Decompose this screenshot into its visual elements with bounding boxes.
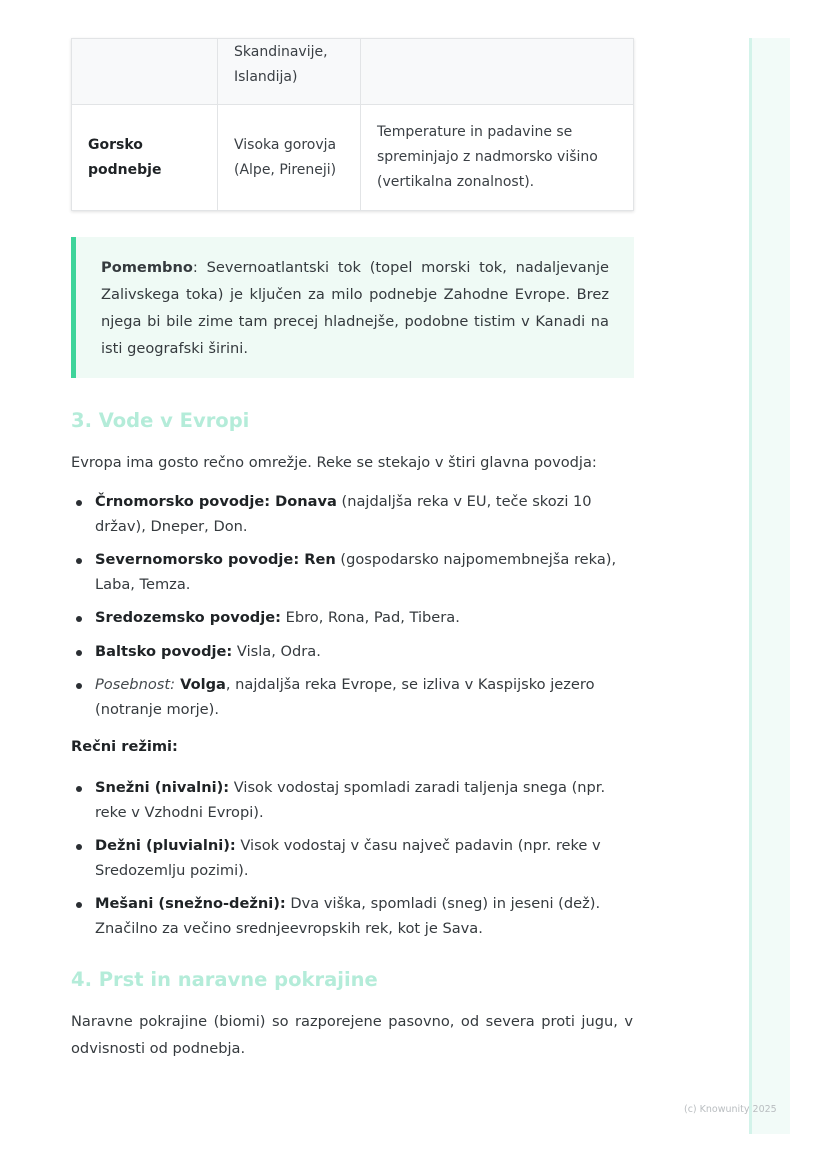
cell-text: Islandija)	[234, 69, 298, 85]
table-row	[72, 105, 634, 211]
side-margin-band	[749, 38, 790, 1134]
item-label: Sredozemsko povodje:	[95, 609, 281, 626]
cell-text: Visoka gorovja	[234, 136, 337, 153]
item-label-italic: Posebnost:	[95, 676, 175, 693]
table-row	[72, 39, 634, 105]
list-item	[95, 490, 633, 539]
river-regimes-heading: Rečni režimi:	[71, 738, 178, 755]
item-label: Baltsko povodje:	[95, 642, 233, 660]
table-cell	[218, 39, 361, 105]
river-basins-list	[71, 490, 633, 722]
cell-text: Gorsko	[88, 136, 143, 153]
callout-text: : Severnoatlantski tok (topel morski tok, nadaljevanje Zalivskega toka) je ključen za milo podnebje Zahodne Evrope. Brez njega bi bile zime tam precej hladnejše, podobne tistim v Kanadi na isti geografski širini.	[101, 259, 609, 357]
list-item	[95, 640, 633, 665]
table-cell	[361, 39, 634, 105]
section-paragraph: Naravne pokrajine (biomi) so razporejene pasovno, od severa proti jugu, v odvisnosti od podnebja.	[71, 1013, 633, 1057]
cell-text: podnebje	[88, 161, 162, 178]
cell-text: (vertikalna zonalnost).	[377, 174, 535, 190]
item-river: Donava	[270, 493, 337, 510]
table-cell-area	[218, 105, 361, 211]
item-label: Črnomorsko povodje:	[95, 493, 271, 510]
item-text: Visok vodostaj v času največ padavin (npr. reke v Sredozemlju pozimi).	[95, 837, 601, 879]
item-label: Dežni (pluvialni):	[95, 837, 236, 854]
section-heading-soils: 4. Prst in naravne pokrajine	[71, 968, 378, 991]
copyright-footer: (c) Knowunity 2025	[684, 1104, 777, 1115]
item-text: Visla, Odra.	[232, 642, 321, 660]
item-text: (najdaljša reka v EU, teče skozi 10 držav), Dneper, Don.	[95, 493, 592, 535]
climate-table	[71, 38, 634, 211]
section-intro: Evropa ima gosto rečno omrežje. Reke se stekajo v štiri glavna povodja:	[71, 454, 597, 471]
list-item	[95, 548, 633, 597]
river-regimes-list	[71, 776, 633, 941]
list-item	[95, 892, 633, 941]
item-river: Volga	[175, 676, 226, 693]
item-river: Ren	[299, 551, 336, 568]
item-label: Severnomorsko povodje:	[95, 551, 300, 568]
cell-text: spreminjajo z nadmorsko višino	[377, 149, 598, 165]
item-label: Mešani (snežno-dežni):	[95, 895, 286, 912]
item-text: (gospodarsko najpomembnejša reka), Laba, Temza.	[95, 551, 617, 593]
section-heading-waters: 3. Vode v Evropi	[71, 409, 250, 432]
list-item	[95, 776, 633, 825]
list-item	[95, 673, 633, 722]
cell-text: Temperature in padavine se	[377, 124, 573, 140]
document-content	[71, 38, 633, 1062]
table-cell	[72, 39, 218, 105]
important-callout	[71, 237, 634, 378]
table-cell-climate-name	[72, 105, 218, 211]
item-text: Visok vodostaj spomladi zaradi taljenja snega (npr. reke v Vzhodni Evropi).	[95, 779, 606, 821]
cell-text: Skandinavije,	[234, 44, 328, 60]
list-item	[95, 606, 633, 631]
item-label: Snežni (nivalni):	[95, 779, 230, 796]
item-text: Dva viška, spomladi (sneg) in jeseni (dež). Značilno za večino srednjeevropskih rek, kot je Sava.	[95, 895, 601, 937]
item-text: Ebro, Rona, Pad, Tibera.	[280, 609, 460, 626]
item-text: , najdaljša reka Evrope, se izliva v Kaspijsko jezero (notranje morje).	[95, 676, 595, 718]
list-item	[95, 834, 633, 883]
cell-text: (Alpe, Pireneji)	[234, 161, 337, 178]
table-cell-description	[361, 105, 634, 211]
callout-label: Pomembno	[101, 259, 193, 276]
